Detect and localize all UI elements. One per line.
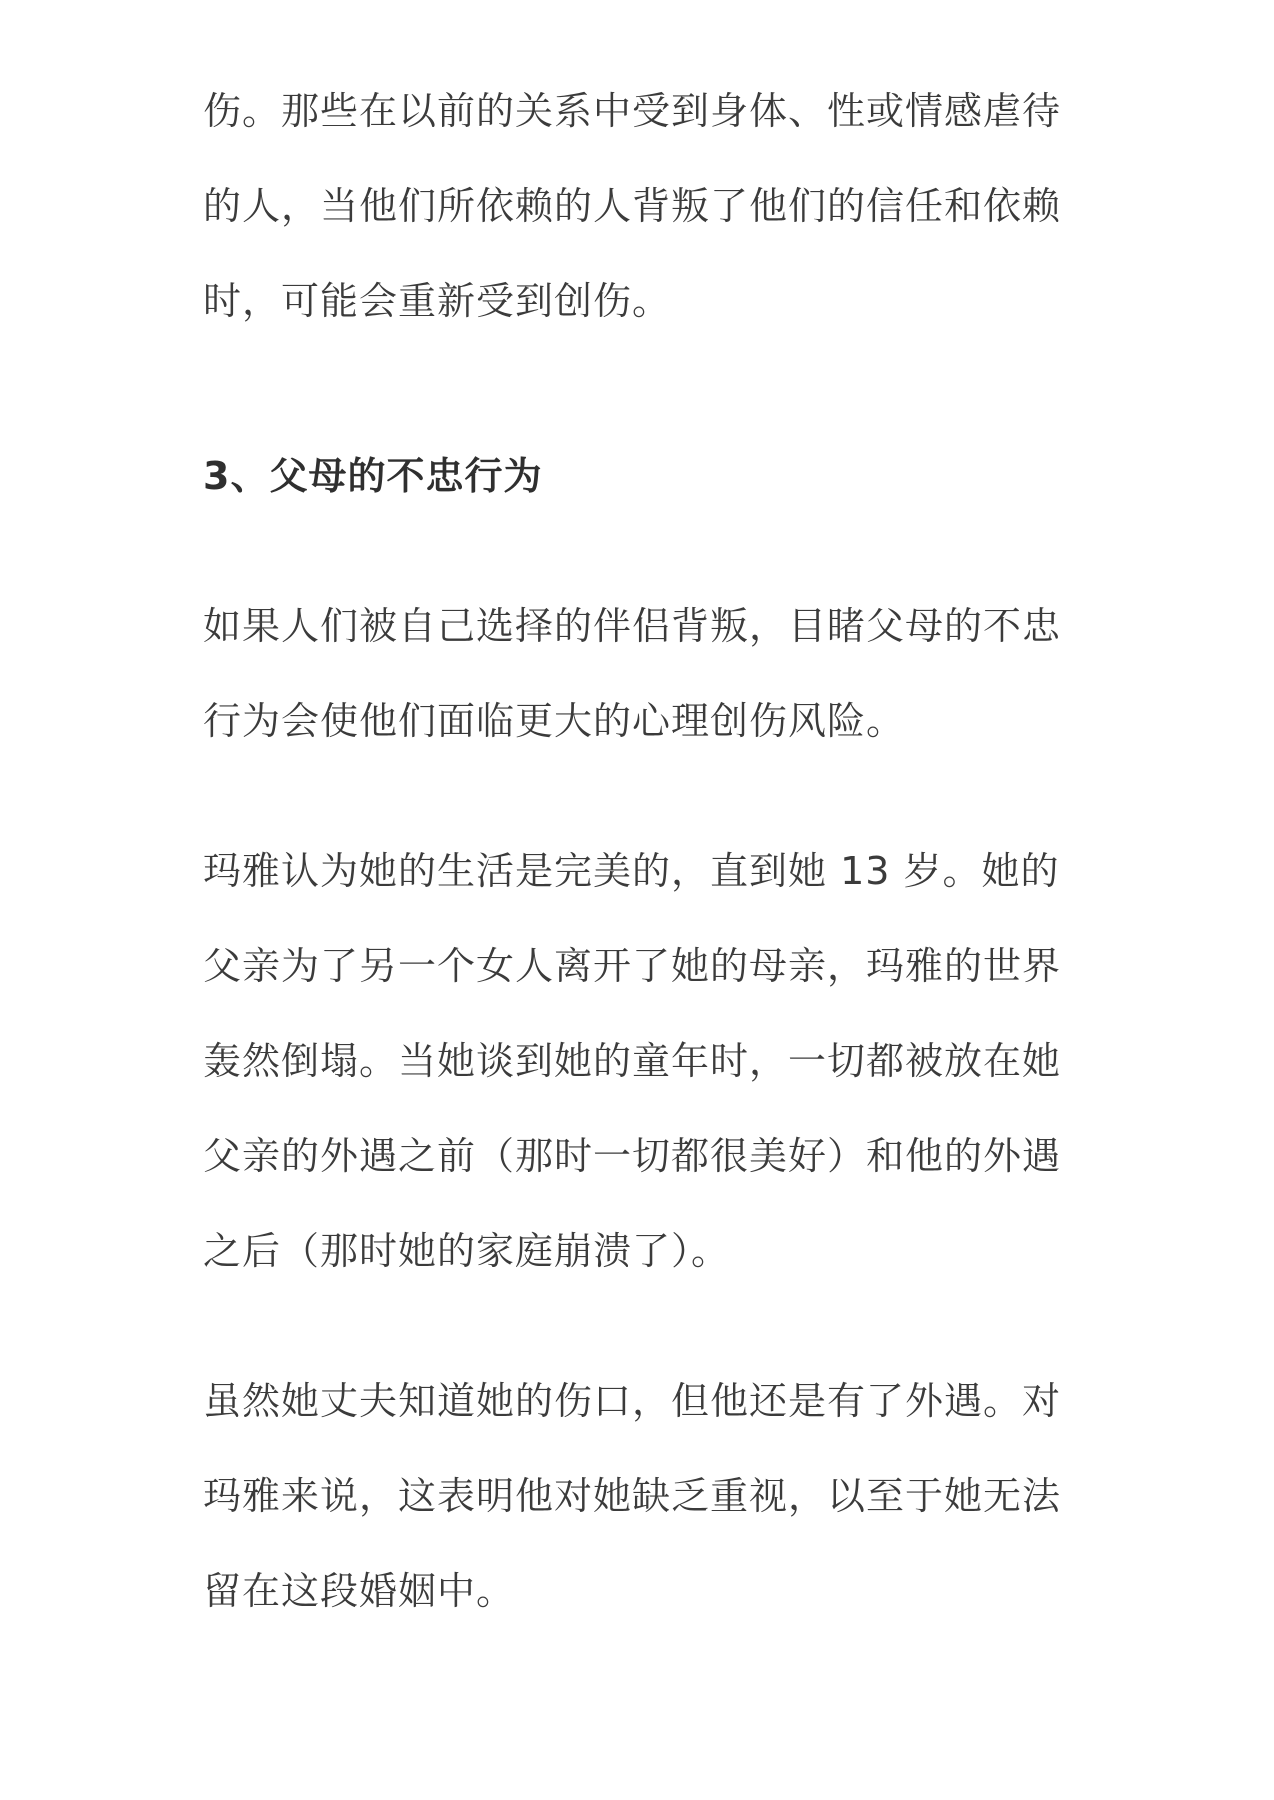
paragraph: 如果人们被自己选择的伴侣背叛，目睹父母的不忠行为会使他们面临更大的心理创伤风险。 [203, 604, 1062, 743]
paragraph: 伤。那些在以前的关系中受到身体、性或情感虐待的人，当他们所依赖的人背叛了他们的信任和依赖时，可能会重新受到创伤。 [203, 89, 1062, 323]
section-heading: 3、父母的不忠行为 [203, 454, 543, 498]
paragraph: 玛雅认为她的生活是完美的，直到她 13 岁。她的父亲为了另一个女人离开了她的母亲，玛雅的世界轰然倒塌。当她谈到她的童年时，一切都被放在她父亲的外遇之前（那时一切都很美好）和他的外遇之后（那时她的家庭崩溃了）。 [203, 849, 1062, 1273]
paragraph: 虽然她丈夫知道她的伤口，但他还是有了外遇。对玛雅来说，这表明他对她缺乏重视，以至于她无法留在这段婚姻中。 [203, 1379, 1062, 1613]
article-body [203, 64, 1083, 1639]
